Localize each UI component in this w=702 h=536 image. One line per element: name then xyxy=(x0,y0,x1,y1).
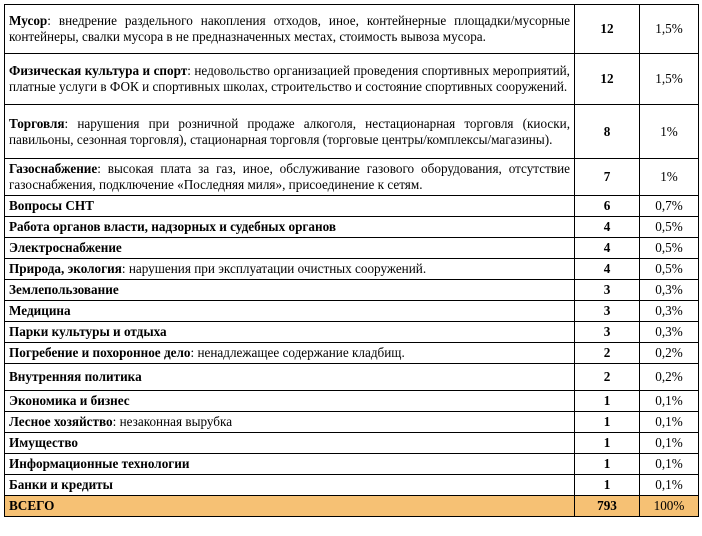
topic-category: Парки культуры и отдыха xyxy=(9,324,167,339)
topic-category: Природа, экология xyxy=(9,261,122,276)
topic-cell xyxy=(5,343,575,364)
topic-category: Электроснабжение xyxy=(9,240,122,255)
table-row xyxy=(5,5,699,54)
share-cell: 0,1% xyxy=(640,412,699,433)
topic-cell xyxy=(5,280,575,301)
table-row xyxy=(5,391,699,412)
count-cell: 8 xyxy=(575,105,640,159)
count-cell: 1 xyxy=(575,391,640,412)
topic-category: Работа органов власти, надзорных и судебных органов xyxy=(9,219,336,234)
topic-category: Экономика и бизнес xyxy=(9,393,130,408)
table-row xyxy=(5,364,699,391)
topic-cell xyxy=(5,238,575,259)
topic-category: Физическая культура и спорт xyxy=(9,63,188,78)
share-cell: 1% xyxy=(640,105,699,159)
share-cell: 0,3% xyxy=(640,280,699,301)
topic-detail: : ненадлежащее содержание кладбищ. xyxy=(190,345,405,360)
share-cell: 0,1% xyxy=(640,475,699,496)
table-row xyxy=(5,301,699,322)
topic-category: Мусор xyxy=(9,13,48,28)
count-cell: 6 xyxy=(575,196,640,217)
table-row xyxy=(5,454,699,475)
total-label: ВСЕГО xyxy=(5,496,575,517)
topic-cell xyxy=(5,54,575,105)
topic-category: Погребение и похоронное дело xyxy=(9,345,191,360)
topic-cell xyxy=(5,391,575,412)
table-row xyxy=(5,475,699,496)
share-cell: 0,1% xyxy=(640,433,699,454)
count-cell: 12 xyxy=(575,5,640,54)
topic-cell xyxy=(5,364,575,391)
share-cell: 0,3% xyxy=(640,322,699,343)
total-row xyxy=(5,496,699,517)
share-cell: 0,3% xyxy=(640,301,699,322)
share-cell: 0,1% xyxy=(640,391,699,412)
table-row xyxy=(5,259,699,280)
count-cell: 3 xyxy=(575,322,640,343)
table-row xyxy=(5,238,699,259)
table-row xyxy=(5,280,699,301)
topic-cell xyxy=(5,412,575,433)
count-cell: 4 xyxy=(575,259,640,280)
topic-detail: : нарушения при эксплуатации очистных сооружений. xyxy=(121,261,427,276)
topic-cell xyxy=(5,217,575,238)
topic-detail: : внедрение раздельного накопления отходов, иное, контейнерные площадки/мусорные контейнеры, свалки мусора в не предназначенных местах, стоимость вывоза мусора. xyxy=(9,13,570,44)
share-cell: 1% xyxy=(640,159,699,196)
table-row xyxy=(5,217,699,238)
topic-cell xyxy=(5,259,575,280)
topic-detail: : нарушения при розничной продаже алкоголя, нестационарная торговля (киоски, павильоны, сезонная торговля), стационарная торговля (торговые центры/комплексы/магазины). xyxy=(9,115,570,147)
table-row xyxy=(5,54,699,105)
share-cell: 1,5% xyxy=(640,5,699,54)
count-cell: 1 xyxy=(575,475,640,496)
topic-cell xyxy=(5,159,575,196)
topic-cell xyxy=(5,301,575,322)
table-row xyxy=(5,343,699,364)
count-cell: 2 xyxy=(575,343,640,364)
topic-cell xyxy=(5,196,575,217)
count-cell: 2 xyxy=(575,364,640,391)
topic-category: Имущество xyxy=(9,435,78,450)
topic-category: Газоснабжение xyxy=(9,161,98,176)
topic-cell xyxy=(5,454,575,475)
table-row xyxy=(5,159,699,196)
total-share: 100% xyxy=(640,496,699,517)
count-cell: 4 xyxy=(575,217,640,238)
count-cell: 3 xyxy=(575,280,640,301)
topic-category: Землепользование xyxy=(9,282,119,297)
topic-cell xyxy=(5,5,575,54)
topic-cell xyxy=(5,322,575,343)
share-cell: 0,5% xyxy=(640,217,699,238)
topic-detail: : незаконная вырубка xyxy=(112,414,233,429)
topic-category: Информационные технологии xyxy=(9,456,190,471)
count-cell: 1 xyxy=(575,433,640,454)
topic-category: Внутренняя политика xyxy=(9,369,142,384)
table-row xyxy=(5,412,699,433)
topic-detail: : недовольство организацией проведения спортивных мероприятий, платные услуги в ФОК и спортивных школах, строительство и состояние спортивных сооружений. xyxy=(9,63,570,94)
share-cell: 1,5% xyxy=(640,54,699,105)
share-cell: 0,5% xyxy=(640,238,699,259)
topic-detail: : высокая плата за газ, иное, обслуживание газового оборудования, отсутствие газоснабжения, подключение «Последняя миля», присоединение к сетям. xyxy=(9,161,570,192)
topic-category: Банки и кредиты xyxy=(9,477,113,492)
share-cell: 0,7% xyxy=(640,196,699,217)
topic-cell xyxy=(5,105,575,159)
count-cell: 4 xyxy=(575,238,640,259)
count-cell: 1 xyxy=(575,412,640,433)
topic-category: Вопросы СНТ xyxy=(9,198,94,213)
topic-category: Лесное хозяйство xyxy=(9,414,113,429)
table-row xyxy=(5,105,699,159)
count-cell: 1 xyxy=(575,454,640,475)
topic-cell xyxy=(5,433,575,454)
topic-category: Медицина xyxy=(9,303,71,318)
count-cell: 3 xyxy=(575,301,640,322)
table-row xyxy=(5,433,699,454)
share-cell: 0,2% xyxy=(640,343,699,364)
count-cell: 7 xyxy=(575,159,640,196)
count-cell: 12 xyxy=(575,54,640,105)
topic-cell xyxy=(5,475,575,496)
table-row xyxy=(5,196,699,217)
share-cell: 0,1% xyxy=(640,454,699,475)
table-row xyxy=(5,322,699,343)
share-cell: 0,5% xyxy=(640,259,699,280)
topic-category: Торговля xyxy=(9,115,65,131)
share-cell: 0,2% xyxy=(640,364,699,391)
total-count: 793 xyxy=(575,496,640,517)
appeals-topic-table xyxy=(4,4,699,517)
